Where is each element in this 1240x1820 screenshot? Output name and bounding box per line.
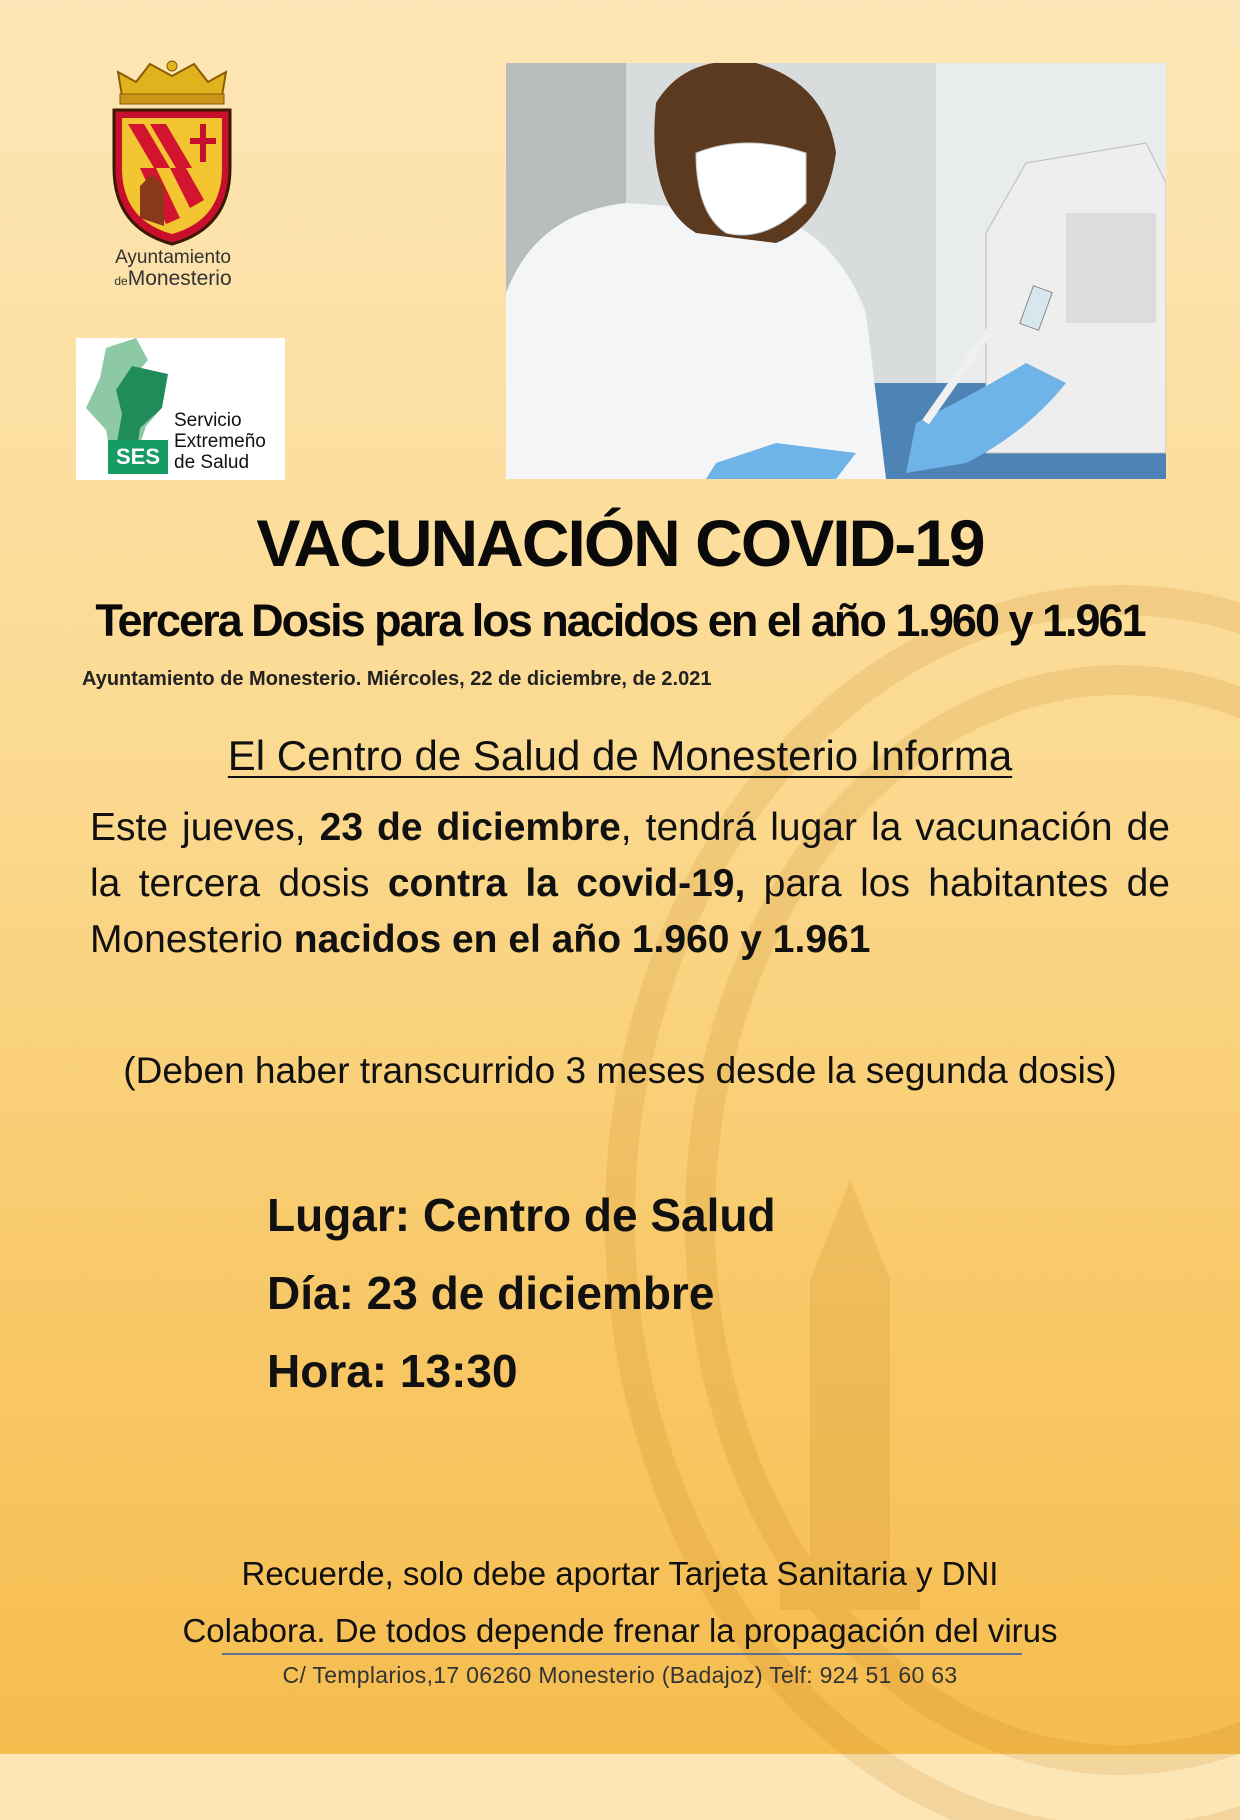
body-part-2: , tendrá lugar la vacunación de la tercera dosis <box>90 806 1170 905</box>
colabora-text: Colabora. De todos depende frenar la propagación del virus <box>182 1612 1058 1649</box>
detail-dia: Día: 23 de diciembre <box>267 1267 715 1319</box>
reminder-text: Recuerde, solo debe aportar Tarjeta Sanitaria y DNI <box>241 1555 999 1592</box>
ses-text <box>174 410 266 473</box>
footer-divider <box>222 1653 1022 1655</box>
informa-heading: El Centro de Salud de Monesterio Informa <box>227 732 1013 779</box>
page-title: VACUNACIÓN COVID-19 <box>256 506 984 580</box>
body-bold-years: nacidos en el año 1.960 y 1.961 <box>293 918 871 961</box>
vaccination-photo <box>506 63 1166 479</box>
logo-line-2-prefix: de <box>114 273 128 288</box>
body-part-3: para los habitantes de Monesterio <box>90 862 1170 961</box>
dateline: Ayuntamiento de Monesterio. Miércoles, 22 de diciembre, de 2.021 <box>82 668 712 690</box>
ayuntamiento-logo-text <box>88 248 258 290</box>
body-part-1: Este jueves, <box>90 806 320 849</box>
detail-lugar: Lugar: Centro de Salud <box>267 1189 776 1241</box>
ayuntamiento-crest-logo <box>100 58 244 248</box>
announcement-paragraph <box>90 800 1170 968</box>
dose-interval-note: (Deben haber transcurrido 3 meses desde la segunda dosis) <box>123 1050 1117 1091</box>
logo-line-1: Ayuntamiento <box>115 247 231 268</box>
ses-badge: SES <box>108 440 168 474</box>
body-bold-date: 23 de diciembre <box>319 806 621 849</box>
detail-hora: Hora: 13:30 <box>267 1345 518 1397</box>
ses-logo <box>76 338 285 480</box>
ses-line-3: de Salud <box>174 452 250 473</box>
ses-line-1: Servicio <box>174 410 242 431</box>
logo-line-2 <box>88 268 258 290</box>
page-subtitle: Tercera Dosis para los nacidos en el año 1.960 y 1.961 <box>95 595 1145 646</box>
ses-line-2: Extremeño <box>174 431 266 452</box>
body-bold-covid: contra la covid-19, <box>387 862 746 905</box>
contact-address: C/ Templarios,17 06260 Monesterio (Badajoz) Telf: 924 51 60 63 <box>282 1662 958 1688</box>
logo-line-2-name: Monesterio <box>127 266 232 290</box>
